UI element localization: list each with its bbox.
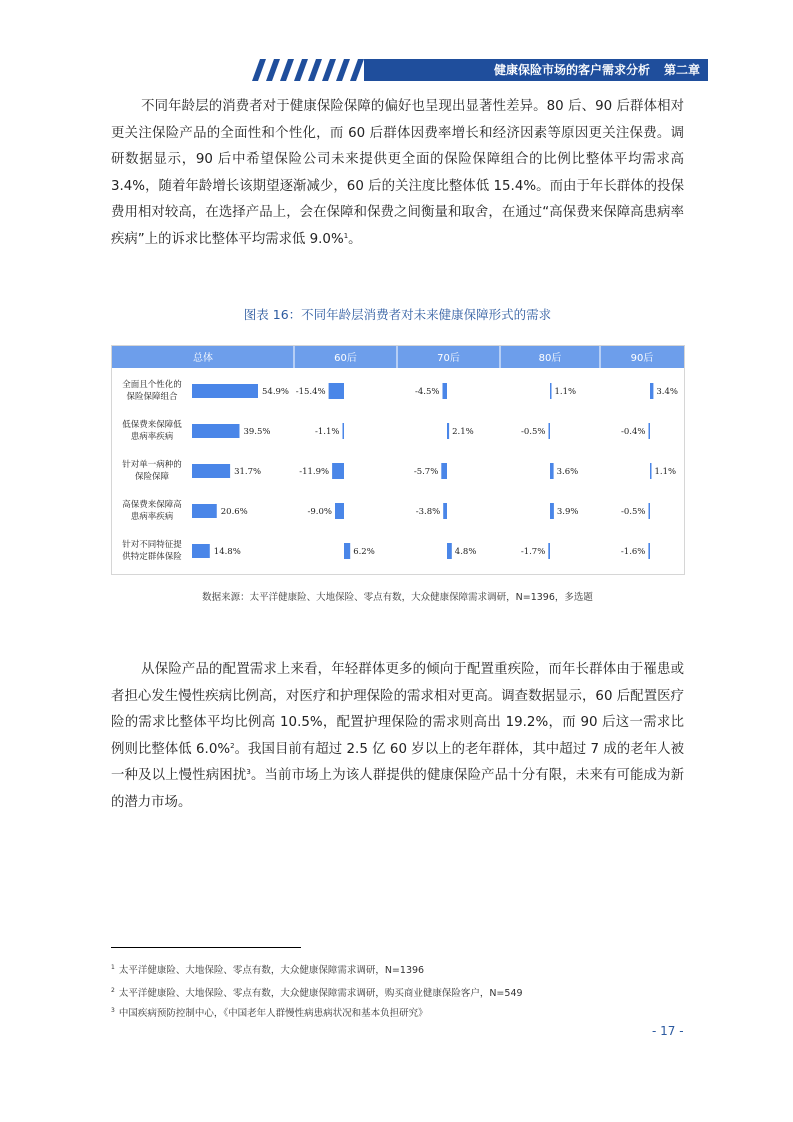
chart-bar-2-4 [447,543,452,559]
chart-category-label-3-0: 高保费来保障高 [122,500,182,510]
chart-header-2: 70后 [437,353,460,364]
chart-label-total-1: 39.5% [243,427,271,437]
chart-bar-1-4 [344,543,350,559]
paragraph-2-text-c: 。当前市场上为该人群提供的健康保险产品十分有限，未来有可能成为新的潜力市场。 [111,768,685,810]
paragraph-1-tail: 。 [348,231,362,247]
chart-bar-1-2 [332,463,344,479]
chart-bar-total-3 [192,504,217,518]
chart-category-label-0-0: 全面且个性化的 [122,380,182,390]
paragraph-age-preferences [111,94,684,253]
chart-header-1: 60后 [334,353,357,364]
chart-label-4-1: -0.4% [621,427,646,437]
footnote-3 [111,1005,428,1019]
chart-label-1-0: -15.4% [295,387,326,397]
paragraph-product-demand [111,657,684,816]
chart-bar-4-4 [648,543,650,559]
chart-bar-1-3 [335,503,344,519]
chart-header-4: 90后 [630,353,654,364]
paragraph-2-text-a: 从保险产品的配置需求上来看，年轻群体更多的倾向于配置重疾险，而年长群体由于罹患或者担心发生慢性疾病比例高，对医疗和护理保险的需求相对更高。调查数据显示，60 后配置医疗险的需求比整体平均比例高 10.5%，配置护理保险的需求则高出 19.2%，而 90 后这一需求比例则比整体低 6.0% [111,662,684,757]
chart-bar-2-0 [443,383,448,399]
chart-category-label-1-0: 低保费来保障低 [122,420,182,430]
paragraph-2-text-b: 。我国目前有超过 2.5 亿 60 岁以上的老年群体，其中超过 7 成的老年人被一种及以上慢性病困扰 [111,741,684,783]
chart-label-3-2: 3.6% [556,467,579,477]
chart-label-3-1: -0.5% [521,427,546,437]
chart-label-1-2: -11.9% [299,467,330,477]
chart-bar-4-1 [649,423,651,439]
chart-bar-2-2 [441,463,447,479]
figure-source: 数据来源：太平洋健康险、大地保险、零点有数，大众健康保障需求调研，N=1396，多选题 [202,592,593,603]
chart-label-4-0: 3.4% [656,387,679,397]
footnote-3-number: 3 [111,1007,115,1014]
chart-label-total-4: 14.8% [213,547,241,557]
chart-bar-2-1 [447,423,449,439]
chart-label-total-3: 20.6% [220,507,248,517]
chart-category-label-2-0: 针对单一病种的 [122,460,182,470]
chart-label-2-2: -5.7% [413,467,439,477]
page-number: - 17 - [652,1024,684,1038]
chart-bar-3-4 [548,543,550,559]
chart-label-3-3: 3.9% [556,507,579,517]
chart-bar-1-0 [329,383,344,399]
header-chapter: 第二章 [663,63,700,77]
header-title: 健康保险市场的客户需求分析 [493,63,650,77]
footnote-2-text: 太平洋健康险、大地保险、零点有数，大众健康保障需求调研，购买商业健康保险客户，N=549 [118,988,523,999]
chart-bar-total-4 [192,544,210,558]
chart-label-2-4: 4.8% [454,547,477,557]
chart-label-total-0: 54.9% [262,387,290,397]
chart-header-3: 80后 [538,353,562,364]
footnote-3-text: 中国疾病预防控制中心，《中国老年人群慢性病患病状况和基本负担研究》 [118,1008,428,1019]
chart-label-3-0: 1.1% [554,387,577,397]
chart-label-4-2: 1.1% [654,467,677,477]
footnote-ref-3[interactable]: 3 [246,768,251,776]
header-stripes-decoration [252,59,364,81]
chart-label-1-1: -1.1% [315,427,340,437]
chart-bar-3-0 [550,383,552,399]
footnote-1-text: 太平洋健康险、大地保险、零点有数，大众健康保障需求调研，N=1396 [118,965,425,976]
chart-bar-3-2 [550,463,554,479]
paragraph-1-text: 不同年龄层的消费者对于健康保险保障的偏好也呈现出显著性差异。80 后、90 后群体相对更关注保险产品的全面性和个性化，而 60 后群体因费率增长和经济因素等原因更关注保费。调研数据显示，90 后中希望保险公司未来提供更全面的保险保障组合的比例比整体平均需求高 3.4%，随着年龄增长该期望逐渐减少，60 后的关注度比整体低 15.4%。而由于年长群体的投保费用相对较高，在选择产品上，会在保障和保费之间衡量和取舍，在通过“高保费来保障高患病率疾病”上的诉求比整体平均需求低 9.0% [111,99,684,247]
chart-category-label-3-1: 患病率疾病 [130,512,174,522]
chart-label-total-2: 31.7% [234,467,262,477]
chart-bar-4-0 [650,383,653,399]
chart-category-label-2-1: 保险保障 [134,472,170,482]
age-demand-chart [111,345,685,575]
chart-bar-4-2 [650,463,652,479]
chart-label-1-3: -9.0% [307,507,332,517]
chart-bar-total-0 [192,384,258,398]
footnote-ref-1[interactable]: 1 [343,231,349,240]
chart-bar-total-2 [192,464,230,478]
chart-label-2-3: -3.8% [415,507,441,517]
footnote-divider [111,947,301,948]
chart-label-2-1: 2.1% [452,427,474,437]
footnote-1-number: 1 [111,964,115,971]
header-title-bar [364,59,708,81]
chart-header-0: 总体 [193,353,213,364]
chart-svg [112,346,684,574]
chart-category-label-4-1: 供特定群体保险 [122,552,182,562]
chart-bar-1-1 [343,423,345,439]
footnote-2-number: 2 [111,987,115,994]
footnote-ref-2[interactable]: 2 [230,741,235,750]
chart-category-label-4-0: 针对不同特征提 [122,540,182,550]
chart-bar-3-1 [549,423,551,439]
chart-bar-2-3 [443,503,447,519]
chart-label-4-4: -1.6% [620,547,646,557]
chart-label-3-4: -1.7% [520,547,546,557]
chart-bar-4-3 [649,503,651,519]
chart-bar-total-1 [192,424,239,438]
footnote-2 [111,985,523,999]
footnote-1 [111,962,424,976]
chart-category-label-1-1: 患病率疾病 [130,432,174,442]
page-header [252,59,708,81]
chart-bar-3-3 [550,503,554,519]
chart-label-1-4: 6.2% [353,547,375,557]
chart-label-2-0: -4.5% [415,387,440,397]
figure-caption: 图表 16：不同年龄层消费者对未来健康保障形式的需求 [243,307,552,322]
chart-label-4-3: -0.5% [621,507,646,517]
chart-category-label-0-1: 保险保障组合 [126,392,178,402]
